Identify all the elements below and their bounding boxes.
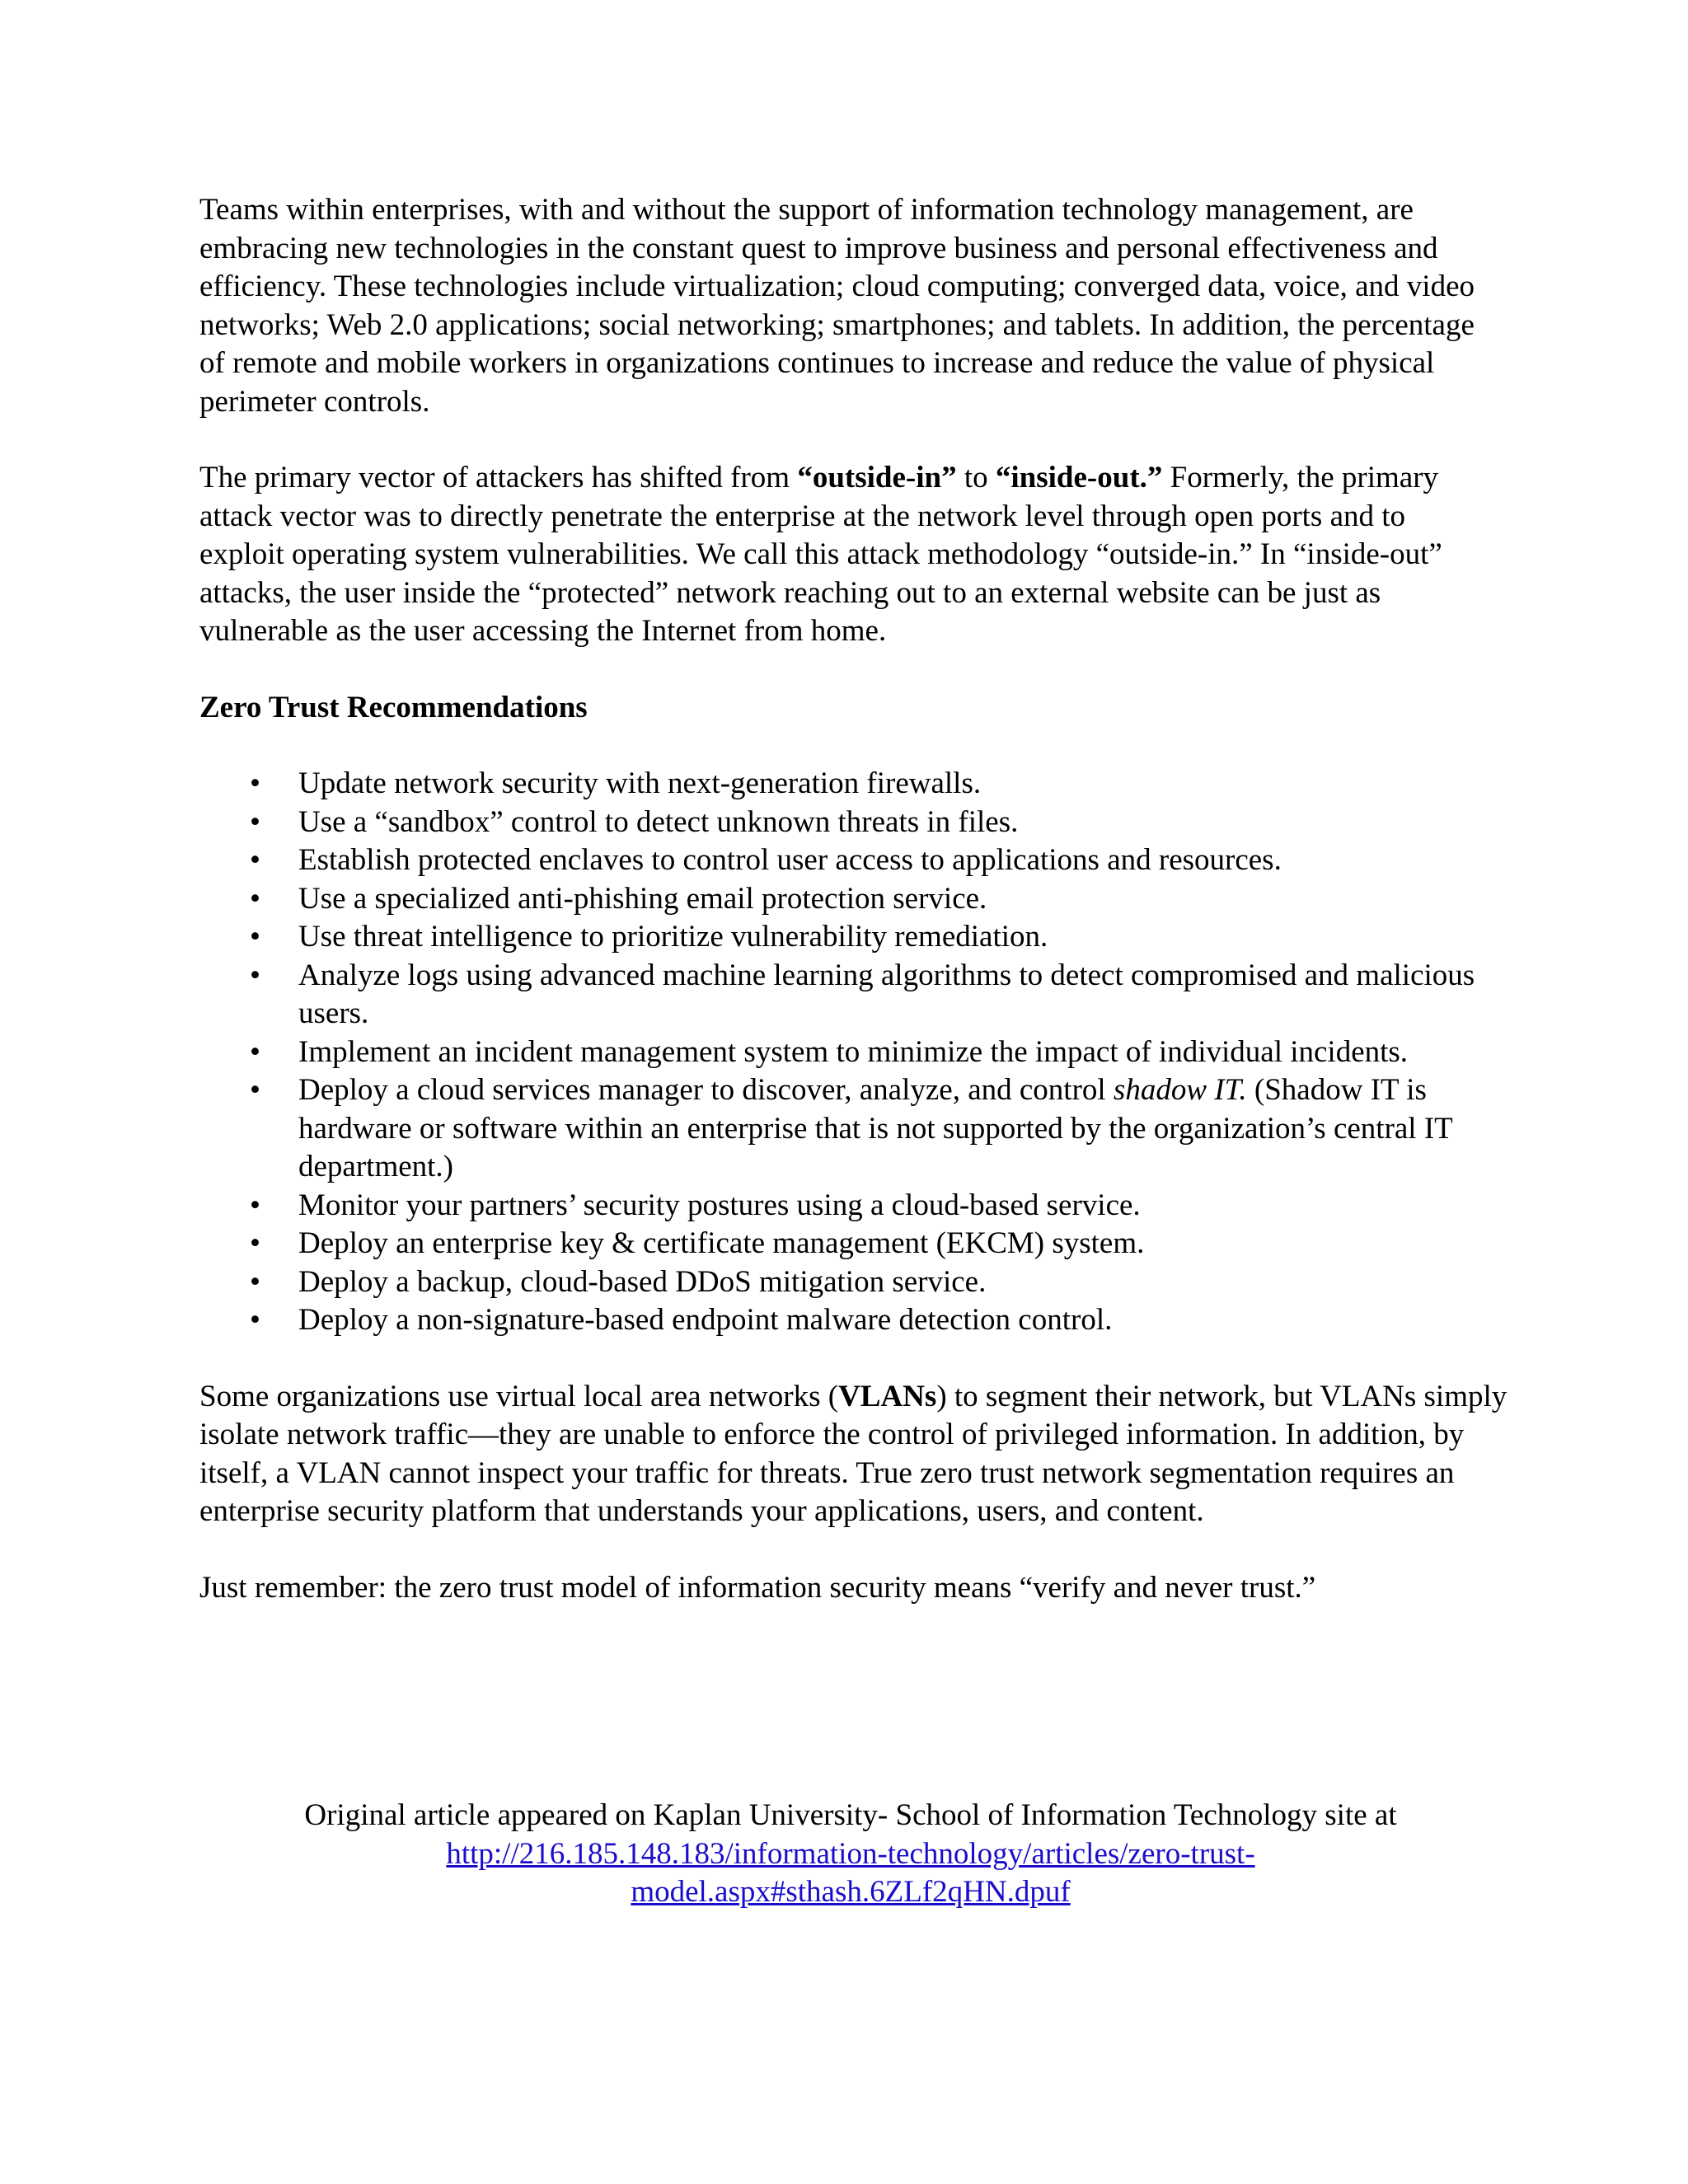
list-item — [250, 804, 1493, 842]
list-item — [250, 1071, 1493, 1187]
list-item — [250, 765, 1493, 804]
para3-text-1: Some organizations use virtual local area networks ( — [199, 1379, 839, 1413]
bullet-icon: • — [250, 958, 260, 992]
source-link-line-1: http://216.185.148.183/information-technology/articles/zero-trust- — [446, 1836, 1255, 1871]
list-item-text: Use a “sandbox” control to detect unknown threats in files. — [298, 804, 1019, 839]
vlan-paragraph — [199, 1378, 1518, 1531]
list-item — [250, 1301, 1493, 1340]
para3-text-2: ) to segment their network, but VLANs simply isolate network traffic—they are unable to enforce the control of privileged information. In addition, by itself, a VLAN cannot inspect your traffic for threats. True zero trust network segmentation requires an enterprise security platform that understands your applications, users, and content. — [199, 1379, 1507, 1528]
list-item-text-before: Deploy a cloud services manager to discover, analyze, and control — [298, 1073, 1114, 1107]
source-link[interactable] — [199, 1835, 1502, 1912]
source-footer — [199, 1797, 1502, 1912]
list-item-text: Use threat intelligence to prioritize vulnerability remediation. — [298, 920, 1048, 954]
source-link-line-2: model.aspx#sthash.6ZLf2qHN.dpuf — [631, 1875, 1071, 1909]
list-item-text: Monitor your partners’ security postures using a cloud-based service. — [298, 1188, 1141, 1222]
list-item-text: Deploy a non-signature-based endpoint malware detection control. — [298, 1303, 1113, 1337]
shadow-it-term: shadow IT. — [1113, 1073, 1247, 1107]
para2-text-3: Formerly, the primary attack vector was to directly penetrate the enterprise at the network level through open ports and to exploit operating system vulnerabilities. We call this attack methodology “outside-in.” In “inside-out” attacks, the user inside the “protected” network reaching out to an external website can be just as vulnerable as the user accessing the Internet from home. — [199, 461, 1442, 648]
list-item-text-after: (Shadow IT is hardware or software within an enterprise that is not supported by the organization’s central IT department.) — [298, 1073, 1453, 1183]
attack-vector-paragraph — [199, 459, 1493, 651]
list-item — [250, 1263, 1493, 1302]
list-item — [250, 841, 1493, 880]
bullet-icon: • — [250, 1303, 260, 1337]
outside-in-term: “outside-in” — [797, 461, 957, 494]
intro-paragraph: Teams within enterprises, with and without the support of information technology management, are embracing new technologies in the constant quest to improve business and personal effectiveness and efficiency. These technologies include virtualization; cloud computing; converged data, voice, and video networks; Web 2.0 applications; social networking; smartphones; and tablets. In addition, the percentage of remote and mobile workers in organizations continues to increase and reduce the value of physical perimeter controls. — [199, 193, 1475, 419]
vlans-term: VLANs — [838, 1379, 937, 1413]
list-item — [250, 957, 1493, 1033]
inside-out-term: “inside-out.” — [995, 461, 1163, 494]
list-item — [250, 1187, 1493, 1226]
list-item-text: Analyze logs using advanced machine learning algorithms to detect compromised and malicious users. — [298, 958, 1475, 1030]
list-item-text: Deploy a backup, cloud-based DDoS mitigation service. — [298, 1264, 987, 1299]
list-item — [250, 880, 1493, 919]
bullet-icon: • — [250, 1073, 260, 1107]
bullet-icon: • — [250, 881, 260, 916]
bullet-icon: • — [250, 1264, 260, 1299]
para2-text-1: The primary vector of attackers has shifted from — [199, 461, 798, 494]
bullet-icon: • — [250, 804, 260, 839]
bullet-icon: • — [250, 1188, 260, 1222]
bullet-icon: • — [250, 1226, 260, 1260]
list-item — [250, 1033, 1493, 1072]
list-item-text: Establish protected enclaves to control user access to applications and resources. — [298, 843, 1282, 877]
bullet-icon: • — [250, 920, 260, 954]
list-item-text: Update network security with next-generation firewalls. — [298, 766, 982, 800]
para2-text-2: to — [956, 461, 996, 494]
bullet-icon: • — [250, 766, 260, 800]
article-body — [199, 191, 1507, 1607]
bullet-icon: • — [250, 843, 260, 877]
section-heading: Zero Trust Recommendations — [199, 690, 588, 724]
closing-paragraph: Just remember: the zero trust model of information security means “verify and never trust.” — [199, 1570, 1316, 1605]
list-item — [250, 918, 1493, 957]
bullet-icon: • — [250, 1034, 260, 1069]
list-item-text: Deploy an enterprise key & certificate management (EKCM) system. — [298, 1226, 1145, 1260]
list-item — [250, 1225, 1493, 1263]
list-item-text: Use a specialized anti-phishing email protection service. — [298, 881, 987, 916]
source-note: Original article appeared on Kaplan University- School of Information Technology site at — [304, 1798, 1397, 1832]
recommendations-list — [199, 765, 1493, 1340]
list-item-text: Implement an incident management system to minimize the impact of individual incidents. — [298, 1034, 1409, 1069]
